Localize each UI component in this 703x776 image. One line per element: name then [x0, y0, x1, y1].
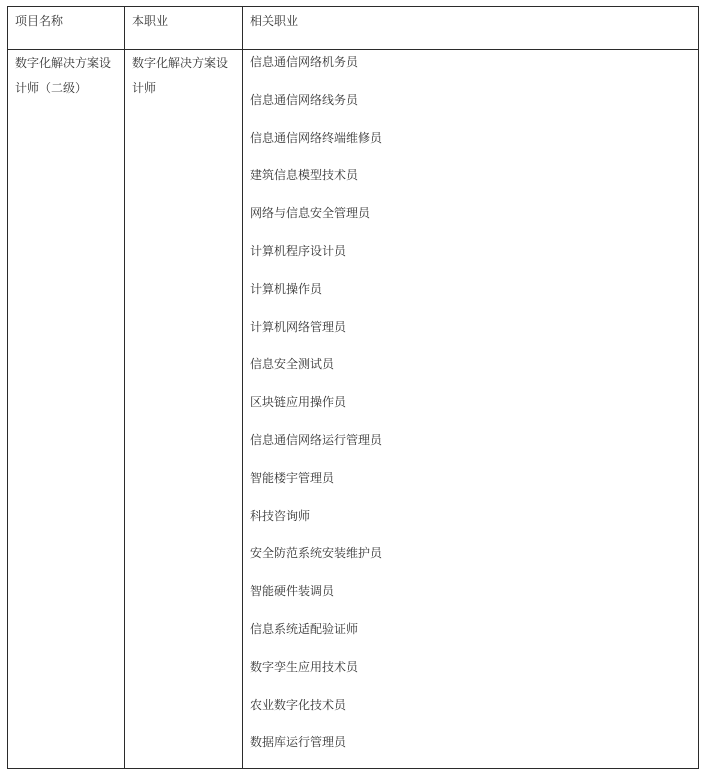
list-item: 信息通信网络线务员 — [250, 92, 359, 107]
list-item: 科技咨询师 — [250, 508, 311, 523]
occupation-table-container — [7, 6, 699, 769]
list-item: 信息安全测试员 — [250, 357, 335, 372]
list-item: 计算机程序设计员 — [250, 243, 347, 258]
table-row — [8, 50, 699, 769]
list-item: 信息通信网络运行管理员 — [250, 432, 383, 447]
list-item: 计算机操作员 — [250, 281, 323, 296]
list-item: 网络与信息安全管理员 — [250, 206, 371, 221]
related-occupations-list — [243, 50, 698, 768]
cell-related-occupations — [243, 50, 699, 769]
list-item: 智能硬件装调员 — [250, 584, 335, 599]
cell-project-name — [8, 50, 125, 769]
occupation-table — [7, 6, 699, 769]
list-item: 智能楼宇管理员 — [250, 470, 335, 485]
list-item: 信息通信网络终端维修员 — [250, 130, 383, 145]
list-item: 数据库运行管理员 — [250, 735, 347, 750]
table-header-row — [8, 7, 699, 50]
header-own-occupation: 本职业 — [125, 7, 243, 50]
list-item: 农业数字化技术员 — [250, 697, 347, 712]
list-item: 建筑信息模型技术员 — [250, 168, 359, 183]
list-item: 信息通信网络机务员 — [250, 55, 359, 69]
list-item: 区块链应用操作员 — [250, 395, 347, 410]
header-project-name: 项目名称 — [8, 7, 125, 50]
cell-own-occupation — [125, 50, 243, 769]
list-item: 信息系统适配验证师 — [250, 621, 359, 636]
project-name-text: 数字化解决方案设计师（二级） — [15, 56, 112, 95]
own-occupation-text: 数字化解决方案设计师 — [132, 56, 229, 95]
header-related-occupations: 相关职业 — [243, 7, 699, 50]
list-item: 计算机网络管理员 — [250, 319, 347, 334]
list-item: 数字孪生应用技术员 — [250, 659, 359, 674]
list-item: 安全防范系统安装维护员 — [250, 546, 383, 561]
